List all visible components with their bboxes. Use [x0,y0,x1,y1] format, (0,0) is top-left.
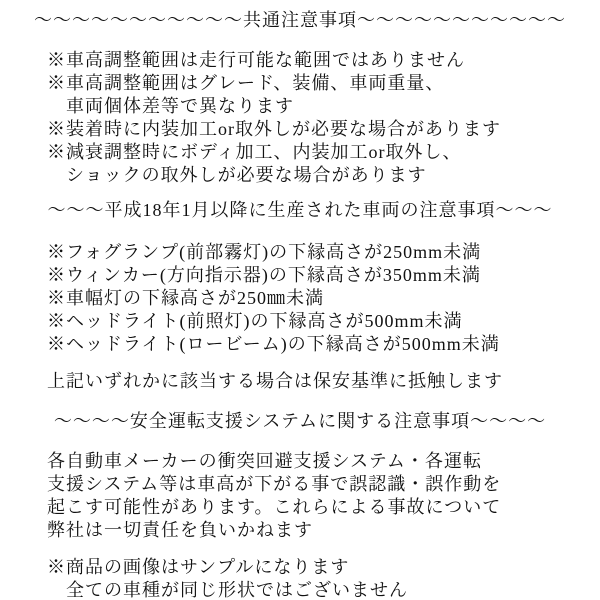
notice-line: 車両個体差等で異なります [66,96,294,116]
section-common-notes [0,49,600,187]
notice-line: ※ヘッドライト(ロービーム)の下縁高さが500mm未満 [47,334,500,354]
notice-line: 各自動車メーカーの衝突回避支援システム・各運転 [47,451,482,471]
notice-line: 支援システム等は車高が下がる事で誤認識・誤作動を [47,474,502,494]
section-title-heisei18-vehicles: ～～～平成18年1月以降に生産された車両の注意事項～～～ [47,200,553,220]
notice-line: ※ヘッドライト(前照灯)の下縁高さが500mm未満 [47,311,463,331]
safety-standard-conclusion: 上記いずれかに該当する場合は保安基準に抵触します [47,371,503,391]
section-safety-system [0,450,600,542]
section-sample-note [0,556,600,600]
notice-line: ※車幅灯の下縁高さが250㎜未満 [47,288,324,308]
notice-line: ※フォグランプ(前部霧灯)の下縁高さが250mm未満 [47,242,482,262]
section-heisei18-vehicles [0,241,600,393]
notice-line: ※ウィンカー(方向指示器)の下縁高さが350mm未満 [47,265,481,285]
notice-line: 起こす可能性があります。これらによる事故について [47,497,502,517]
notice-line: 弊社は一切責任を負いかねます [47,520,313,540]
notice-line: ショックの取外しが必要な場合があります [66,165,427,185]
notice-line: ※減衰調整時にボディ加工、内装加工or取外し、 [47,142,462,162]
section-title-safety-system: ～～～～安全運転支援システムに関する注意事項～～～～ [53,411,547,431]
notice-line: ※車高調整範囲はグレード、装備、車両重量、 [47,73,445,93]
notice-line: ※商品の画像はサンプルになります [47,557,350,577]
notice-line: 全ての車種が同じ形状ではございません [66,580,408,600]
notice-line: ※車高調整範囲は走行可能な範囲ではありません [47,50,465,70]
notice-line: ※装着時に内装加工or取外しが必要な場合があります [47,119,501,139]
section-title-common-notes: ～～～～～～～～～～～共通注意事項～～～～～～～～～～～ [34,10,566,30]
